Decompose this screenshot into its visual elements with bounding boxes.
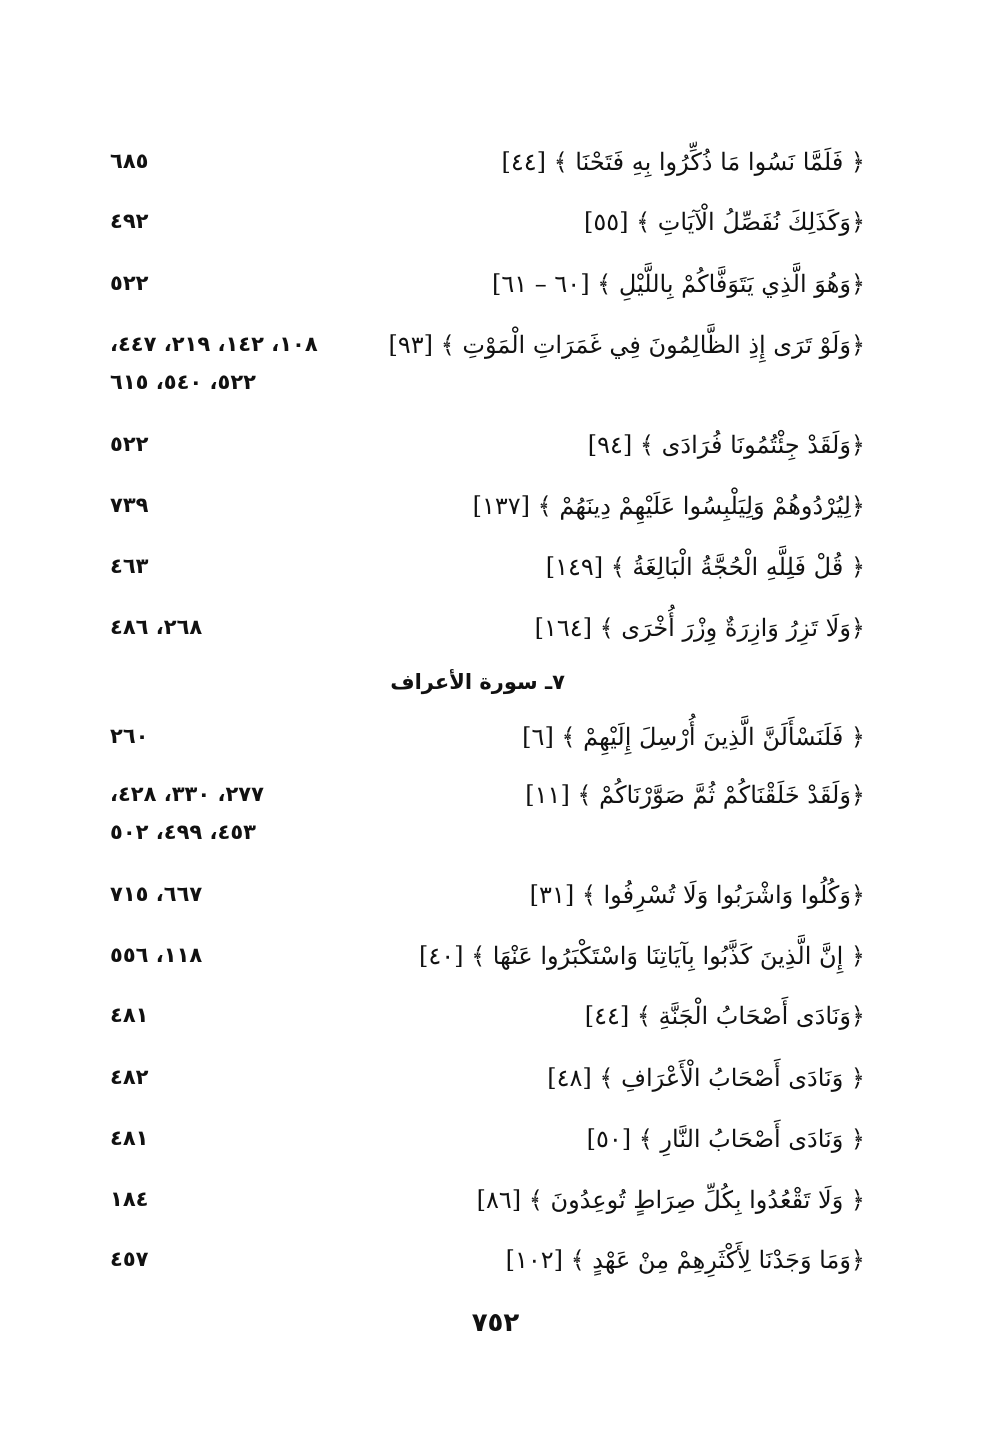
page-reference-line: ٢٦٠ <box>110 724 149 748</box>
verse-text: ﴿ فَلَنَسْأَلَنَّ الَّذِينَ أُرْسِلَ إِلَيْهِمْ ﴾ [٦] <box>522 723 865 751</box>
verse-text: ﴿ قُلْ فَلِلَّهِ الْحُجَّةُ الْبَالِغَةُ ﴾ [١٤٩] <box>545 553 865 581</box>
page-reference-line: ٢٦٨، ٤٨٦ <box>110 615 203 639</box>
page-references <box>110 547 350 585</box>
surah-heading: ٧ـ سورة الأعراف <box>390 670 565 694</box>
verse-text: ﴿ وَنَادَى أَصْحَابُ الْأَعْرَافِ ﴾ [٤٨] <box>547 1064 865 1092</box>
page-reference-line: ٤٨١ <box>110 1126 149 1150</box>
page-reference-line: ١١٨، ٥٥٦ <box>110 943 203 967</box>
page-references <box>110 875 350 913</box>
verse-text: ﴿وَهُوَ الَّذِي يَتَوَفَّاكُمْ بِاللَّيْلِ ﴾ [٦٠ – ٦١] <box>491 270 865 298</box>
page-reference-line: ٥٢٢ <box>110 271 149 295</box>
page-references <box>110 996 350 1034</box>
page-references <box>110 202 350 240</box>
page-reference-line: ٤٩٢ <box>110 209 149 233</box>
index-entry <box>110 608 865 656</box>
verse-text: ﴿ وَلَا تَقْعُدُوا بِكُلِّ صِرَاطٍ تُوعِدُونَ ﴾ [٨٦] <box>476 1186 865 1214</box>
index-entry <box>110 1240 865 1288</box>
page-reference-line: ٤٥٧ <box>110 1247 149 1271</box>
index-entry <box>110 325 865 415</box>
index-entry <box>110 996 865 1044</box>
index-entry <box>110 202 865 250</box>
page-reference-line: ٥٢٢، ٥٤٠، ٦١٥ <box>110 370 256 394</box>
index-entry <box>110 425 865 473</box>
page-references <box>110 264 350 302</box>
verse-text: ﴿وَلَقَدْ خَلَقْنَاكُمْ ثُمَّ صَوَّرْنَاكُمْ ﴾ [١١] <box>525 781 865 809</box>
verse-text: ﴿ وَنَادَى أَصْحَابُ النَّارِ ﴾ [٥٠] <box>586 1125 865 1153</box>
page-reference-line: ٢٧٧، ٣٣٠، ٤٢٨، <box>110 782 264 806</box>
page-reference-line: ٦٦٧، ٧١٥ <box>110 882 203 906</box>
index-entry <box>110 1119 865 1167</box>
index-entry <box>110 717 865 765</box>
page-references <box>110 775 350 851</box>
index-entry <box>110 1180 865 1228</box>
index-entry <box>110 936 865 984</box>
page-reference-line: ٤٥٣، ٤٩٩، ٥٠٢ <box>110 820 256 844</box>
page-number: ٧٥٢ <box>471 1308 520 1338</box>
verse-text: ﴿وَلَقَدْ جِئْتُمُونَا فُرَادَى ﴾ [٩٤] <box>587 431 865 459</box>
verse-text: ﴿وَلَا تَزِرُ وَازِرَةٌ وِزْرَ أُخْرَى ﴾ [١٦٤] <box>534 614 865 642</box>
verse-text: ﴿لِيُرْدُوهُمْ وَلِيَلْبِسُوا عَلَيْهِمْ دِينَهُمْ ﴾ [١٣٧] <box>472 492 865 520</box>
verse-text: ﴿وَكَذَلِكَ نُفَصِّلُ الْآيَاتِ ﴾ [٥٥] <box>583 208 865 236</box>
page-references <box>110 608 350 646</box>
verse-text: ﴿ فَلَمَّا نَسُوا مَا ذُكِّرُوا بِهِ فَتَحْنَا ﴾ [٤٤] <box>501 148 865 176</box>
page-references <box>110 1119 350 1157</box>
page-references <box>110 1058 350 1096</box>
page-references <box>110 717 350 755</box>
page-reference-line: ٧٣٩ <box>110 493 149 517</box>
verse-text: ﴿ إِنَّ الَّذِينَ كَذَّبُوا بِآيَاتِنَا وَاسْتَكْبَرُوا عَنْهَا ﴾ [٤٠] <box>418 942 865 970</box>
page-references <box>110 325 350 401</box>
verse-text: ﴿وَكُلُوا وَاشْرَبُوا وَلَا تُسْرِفُوا ﴾ [٣١] <box>529 881 865 909</box>
index-entry <box>110 142 865 190</box>
verse-text: ﴿وَنَادَى أَصْحَابُ الْجَنَّةِ ﴾ [٤٤] <box>584 1002 865 1030</box>
page-reference-line: ٤٨٢ <box>110 1065 149 1089</box>
index-entry <box>110 875 865 923</box>
index-entry <box>110 486 865 534</box>
page-references <box>110 1240 350 1278</box>
page-references <box>110 1180 350 1218</box>
page-reference-line: ٤٨١ <box>110 1003 149 1027</box>
page-references <box>110 425 350 463</box>
page-reference-line: ١٠٨، ١٤٢، ٢١٩، ٤٤٧، <box>110 332 318 356</box>
index-entry <box>110 264 865 312</box>
index-entry <box>110 1058 865 1106</box>
index-entry <box>110 547 865 595</box>
page-references <box>110 486 350 524</box>
index-entry <box>110 775 865 865</box>
page-reference-line: ٦٨٥ <box>110 149 149 173</box>
page-reference-line: ٤٦٣ <box>110 554 149 578</box>
page-references <box>110 142 350 180</box>
page-reference-line: ١٨٤ <box>110 1187 149 1211</box>
page-references <box>110 936 350 974</box>
verse-text: ﴿وَمَا وَجَدْنَا لِأَكْثَرِهِمْ مِنْ عَهْدٍ ﴾ [١٠٢] <box>505 1246 865 1274</box>
page-reference-line: ٥٢٢ <box>110 432 149 456</box>
verse-text: ﴿وَلَوْ تَرَى إِذِ الظَّالِمُونَ فِي غَمَرَاتِ الْمَوْتِ ﴾ [٩٣] <box>388 331 865 359</box>
